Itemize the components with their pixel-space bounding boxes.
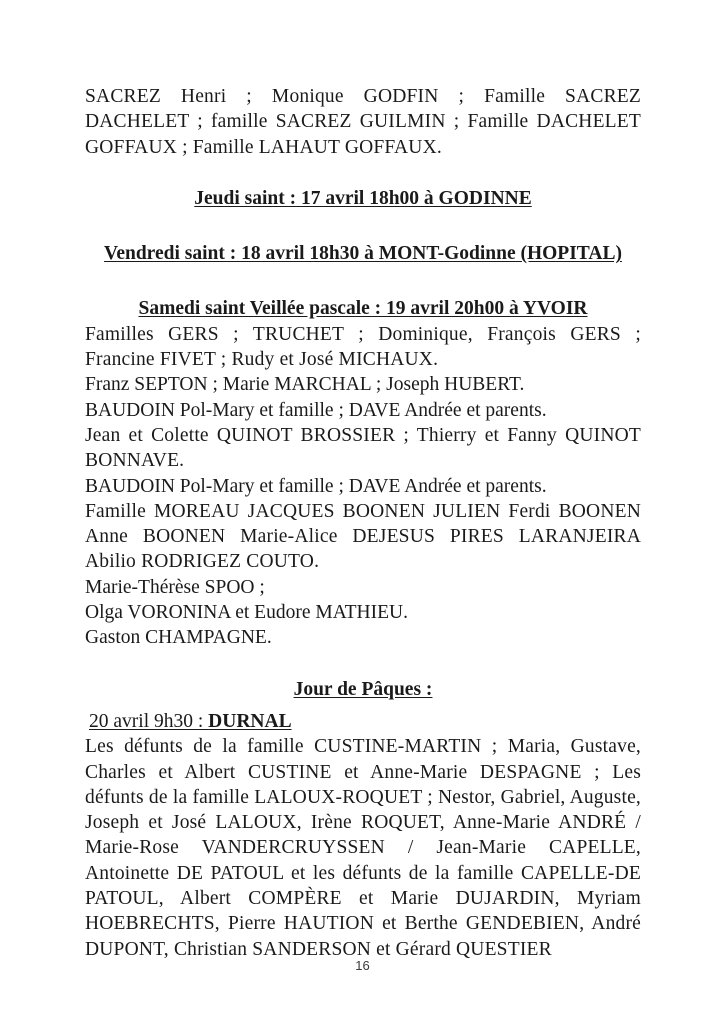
- spacer: [85, 160, 641, 186]
- list-item: Marie-Thérèse SPOO ;: [85, 576, 265, 598]
- list-item: Franz SEPTON ; Marie MARCHAL ; Joseph HUBERT.: [85, 374, 525, 396]
- page-number: 16: [355, 958, 370, 973]
- durnal-place: DURNAL: [208, 710, 292, 732]
- heading-vendredi-saint: Vendredi saint : 18 avril 18h30 à MONT-Godinne (HOPITAL): [104, 243, 622, 265]
- intro-paragraph: SACREZ Henri ; Monique GODFIN ; Famille SACREZ DACHELET ; famille SACREZ GUILMIN ; Famille DACHELET GOFFAUX ; Famille LAHAUT GOFFAUX.: [85, 86, 641, 158]
- heading-jeudi-saint: Jeudi saint : 17 avril 18h00 à GODINNE: [194, 187, 532, 209]
- durnal-paragraph: Les défunts de la famille CUSTINE-MARTIN ; Maria, Gustave, Charles et Albert CUSTINE et Anne-Marie DESPAGNE ; Les défunts de la famille LALOUX-ROQUET ; Nestor, Gabriel, Auguste, Joseph et José LALOUX, Irène ROQUET, Anne-Marie ANDRÉ / Marie-Rose VANDERCRUYSSEN / Jean-Marie CAPELLE, Antoinette DE PATOUL et les défunts de la famille CAPELLE-DE PATOUL, Albert COMPÈRE et Marie DUJARDIN, Myriam HOEBRECHTS, Pierre HAUTION et Berthe GENDEBIEN, André DUPONT, Christian SANDERSON et Gérard QUESTIER: [85, 736, 641, 960]
- list-item: Olga VORONINA et Eudore MATHIEU.: [85, 602, 408, 624]
- list-item: BAUDOIN Pol-Mary et famille ; DAVE Andrée et parents.: [85, 399, 547, 421]
- durnal-subheading: [85, 709, 641, 734]
- list-item: Famille MOREAU JACQUES BOONEN JULIEN Ferdi BOONEN Anne BOONEN Marie-Alice DEJESUS PIRES LARANJEIRA Abilio RODRIGEZ COUTO.: [85, 500, 641, 573]
- spacer: [85, 651, 641, 677]
- list-item: Familles GERS ; TRUCHET ; Dominique, François GERS ; Francine FIVET ; Rudy et José MICHAUX.: [85, 323, 641, 371]
- heading-samedi-saint: Samedi saint Veillée pascale : 19 avril 20h00 à YVOIR: [138, 298, 588, 320]
- spacer: [85, 266, 641, 296]
- spacer: [85, 211, 641, 241]
- spacer: [85, 702, 641, 709]
- list-item: Jean et Colette QUINOT BROSSIER ; Thierry et Fanny QUINOT BONNAVE.: [85, 424, 641, 472]
- heading-jour-de-paques: Jour de Pâques :: [293, 678, 433, 700]
- page-content: [85, 84, 641, 962]
- list-item: Gaston CHAMPAGNE.: [85, 627, 272, 649]
- list-item: BAUDOIN Pol-Mary et famille ; DAVE Andrée et parents.: [85, 475, 547, 497]
- durnal-time: 20 avril 9h30 :: [89, 710, 209, 732]
